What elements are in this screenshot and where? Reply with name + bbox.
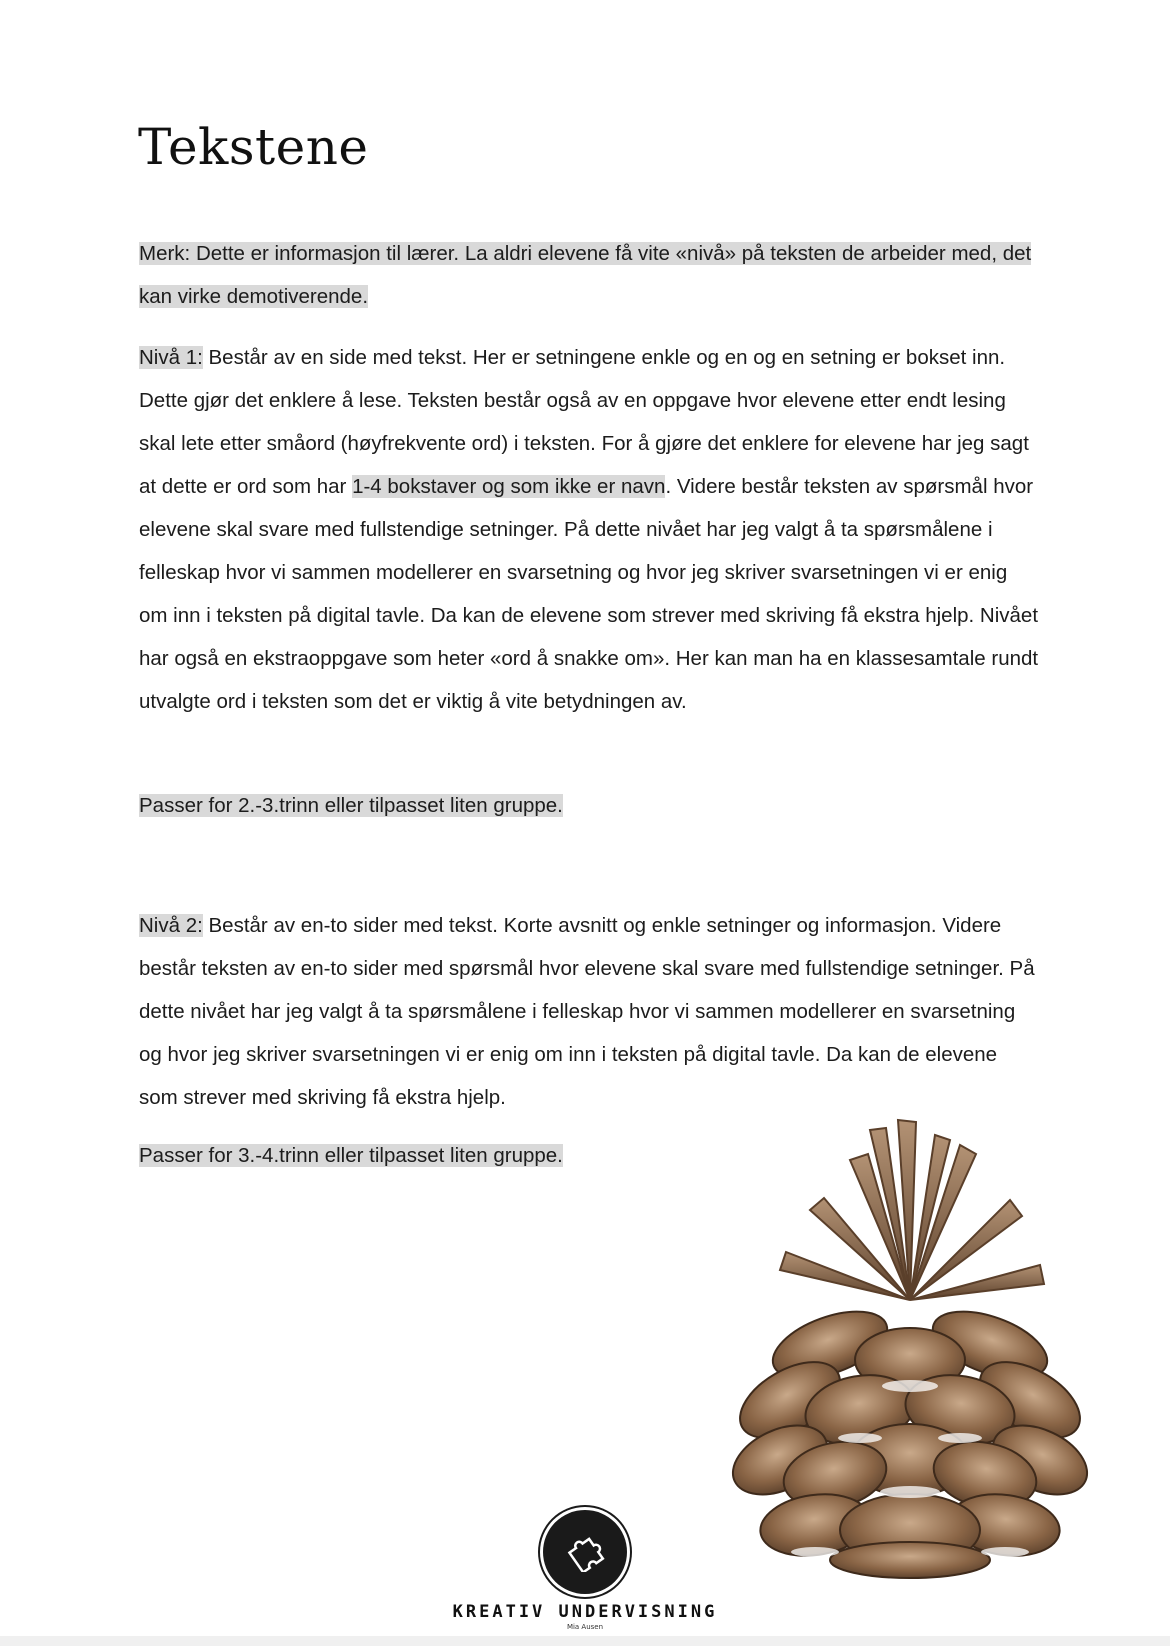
level-1-fit-text: Passer for 2.-3.trinn eller tilpasset liten gruppe. <box>139 794 563 817</box>
level-1-text-a: Består av en side med tekst. Her er setningene enkle og en og en setning er bokset inn. Dette gjør det enklere å lese. Teksten består også av en oppgave hvor elevene etter endt lesing skal lete etter småord (høyfrekvente ord) i teksten. For å gjøre det enklere for elevene har jeg sagt at dette er ord som har <box>139 346 1029 498</box>
level-1-label: Nivå 1: <box>139 346 203 369</box>
level-1-fit <box>139 784 1039 827</box>
level-2-text: Består av en-to sider med tekst. Korte avsnitt og enkle setninger og informasjon. Videre består teksten av en-to sider med spørsmål hvor elevene skal svare med fullstendige setninger. På dette nivået har jeg valgt å ta spørsmålene i felleskap hvor vi sammen modellerer en svarsetning og hvor jeg skriver svarsetningen vi er enig om inn i teksten på digital tavle. Da kan de elevene som strever med skriving få ekstra hjelp. <box>139 914 1035 1109</box>
page-footer-band <box>0 1636 1170 1646</box>
level-2-label: Nivå 2: <box>139 914 203 937</box>
level-1-text-b: . Videre består teksten av spørsmål hvor elevene skal svare med fullstendige setninger. På dette nivået har jeg valgt å ta spørsmålene i felleskap hvor vi sammen modellerer en svarsetning og hvor jeg skriver svarsetningen vi er enig om inn i teksten på digital tavle. Da kan de elevene som strever med skriving få ekstra hjelp. Nivået har også en ekstraoppgave som heter «ord å snakke om». Her kan man ha en klassesamtale rundt utvalgte ord i teksten som det er viktig å vite betydningen av. <box>139 475 1039 713</box>
pinecone-illustration <box>720 1100 1100 1580</box>
teacher-note <box>139 232 1039 318</box>
brand-logo <box>440 1510 730 1636</box>
brand-name: KREATIV UNDERVISNING <box>452 1602 718 1622</box>
level-1-paragraph <box>139 336 1039 723</box>
teacher-note-text: Merk: Dette er informasjon til lærer. La aldri elevene få vite «nivå» på teksten de arbeider med, det kan virke demotiverende. <box>139 242 1032 308</box>
brand-subtitle: Mia Ausen <box>566 1623 604 1631</box>
level-2-paragraph <box>139 904 1039 1119</box>
level-1-highlight: 1-4 bokstaver og som ikke er navn <box>352 475 666 498</box>
puzzle-piece-icon <box>543 1510 627 1594</box>
page-title: Tekstene <box>138 118 369 176</box>
level-2-fit-text: Passer for 3.-4.trinn eller tilpasset liten gruppe. <box>139 1144 563 1167</box>
